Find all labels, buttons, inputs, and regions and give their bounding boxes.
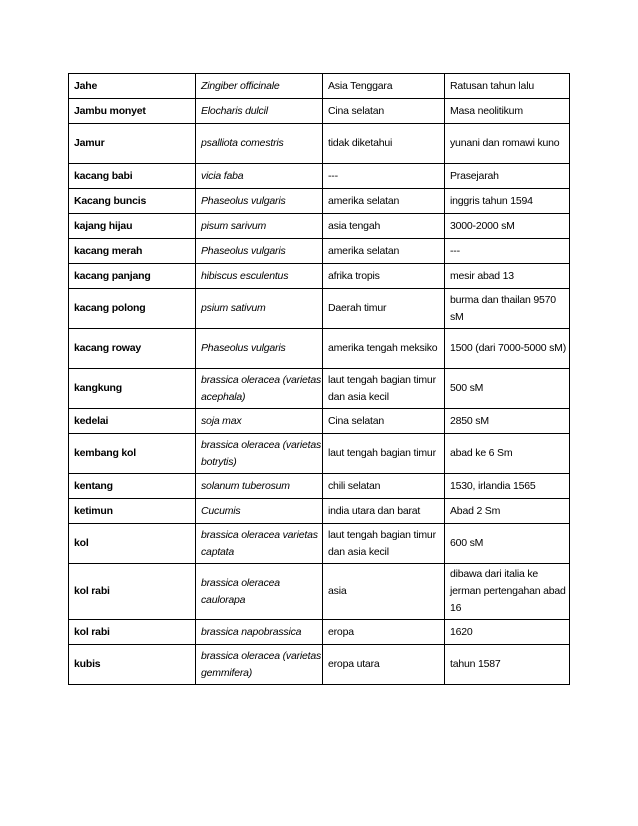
table-row — [69, 645, 570, 685]
vegetable-name-cell: kol rabi — [69, 564, 196, 620]
latin-name-cell: hibiscus esculentus — [196, 264, 323, 289]
table-row — [69, 434, 570, 474]
origin-era-cell: 1620 — [445, 620, 570, 645]
latin-name-cell: Elocharis dulcil — [196, 99, 323, 124]
origin-region-cell: Daerah timur — [323, 289, 445, 329]
table-row — [69, 369, 570, 409]
latin-name-cell: pisum sarivum — [196, 214, 323, 239]
origin-region-cell: laut tengah bagian timur — [323, 434, 445, 474]
origin-region-cell: tidak diketahui — [323, 124, 445, 164]
origin-region-cell: amerika selatan — [323, 189, 445, 214]
latin-name-cell: vicia faba — [196, 164, 323, 189]
origin-region-cell: asia — [323, 564, 445, 620]
table-row — [69, 620, 570, 645]
vegetable-name-cell: Jambu monyet — [69, 99, 196, 124]
vegetable-name-cell: kembang kol — [69, 434, 196, 474]
origin-region-cell: asia tengah — [323, 214, 445, 239]
origin-region-cell: --- — [323, 164, 445, 189]
vegetable-name-cell: Jamur — [69, 124, 196, 164]
origin-region-cell: chili selatan — [323, 474, 445, 499]
table-row — [69, 99, 570, 124]
origin-region-cell: amerika tengah meksiko — [323, 329, 445, 369]
origin-era-cell: inggris tahun 1594 — [445, 189, 570, 214]
origin-era-cell: 600 sM — [445, 524, 570, 564]
vegetable-name-cell: kacang roway — [69, 329, 196, 369]
origin-era-cell: 1500 (dari 7000-5000 sM) — [445, 329, 570, 369]
table-row — [69, 74, 570, 99]
vegetable-name-cell: Jahe — [69, 74, 196, 99]
table-row — [69, 289, 570, 329]
origin-era-cell: Abad 2 Sm — [445, 499, 570, 524]
latin-name-cell: brassica oleracea caulorapa — [196, 564, 323, 620]
table-row — [69, 524, 570, 564]
origin-region-cell: afrika tropis — [323, 264, 445, 289]
origin-era-cell: Ratusan tahun lalu — [445, 74, 570, 99]
vegetable-name-cell: kubis — [69, 645, 196, 685]
origin-era-cell: yunani dan romawi kuno — [445, 124, 570, 164]
origin-era-cell: Masa neolitikum — [445, 99, 570, 124]
latin-name-cell: brassica napobrassica — [196, 620, 323, 645]
latin-name-cell: Zingiber officinale — [196, 74, 323, 99]
origin-region-cell: eropa — [323, 620, 445, 645]
origin-region-cell: Cina selatan — [323, 409, 445, 434]
origin-era-cell: 3000-2000 sM — [445, 214, 570, 239]
table-row — [69, 189, 570, 214]
table-body — [69, 74, 570, 685]
origin-era-cell: 1530, irlandia 1565 — [445, 474, 570, 499]
origin-era-cell: --- — [445, 239, 570, 264]
latin-name-cell: solanum tuberosum — [196, 474, 323, 499]
table-row — [69, 329, 570, 369]
vegetable-name-cell: kol — [69, 524, 196, 564]
latin-name-cell: brassica oleracea (varietas acephala) — [196, 369, 323, 409]
vegetable-name-cell: kangkung — [69, 369, 196, 409]
vegetable-name-cell: kacang merah — [69, 239, 196, 264]
origin-era-cell: dibawa dari italia ke jerman pertengahan abad 16 — [445, 564, 570, 620]
table-row — [69, 124, 570, 164]
latin-name-cell: brassica oleracea varietas captata — [196, 524, 323, 564]
latin-name-cell: Phaseolus vulgaris — [196, 329, 323, 369]
table-row — [69, 264, 570, 289]
latin-name-cell: soja max — [196, 409, 323, 434]
table-row — [69, 564, 570, 620]
latin-name-cell: psalliota comestris — [196, 124, 323, 164]
latin-name-cell: Cucumis — [196, 499, 323, 524]
latin-name-cell: Phaseolus vulgaris — [196, 239, 323, 264]
origin-era-cell: Prasejarah — [445, 164, 570, 189]
latin-name-cell: Phaseolus vulgaris — [196, 189, 323, 214]
latin-name-cell: psium sativum — [196, 289, 323, 329]
origin-region-cell: india utara dan barat — [323, 499, 445, 524]
vegetable-name-cell: kajang hijau — [69, 214, 196, 239]
table-row — [69, 409, 570, 434]
table-row — [69, 214, 570, 239]
origin-region-cell: Asia Tenggara — [323, 74, 445, 99]
origin-region-cell: laut tengah bagian timur dan asia kecil — [323, 369, 445, 409]
origin-region-cell: eropa utara — [323, 645, 445, 685]
origin-region-cell: Cina selatan — [323, 99, 445, 124]
origin-era-cell: 500 sM — [445, 369, 570, 409]
table-row — [69, 499, 570, 524]
vegetable-name-cell: Kacang buncis — [69, 189, 196, 214]
origin-region-cell: laut tengah bagian timur dan asia kecil — [323, 524, 445, 564]
origin-era-cell: abad ke 6 Sm — [445, 434, 570, 474]
vegetable-name-cell: kacang babi — [69, 164, 196, 189]
vegetable-name-cell: ketimun — [69, 499, 196, 524]
document-page — [68, 73, 569, 685]
table-row — [69, 239, 570, 264]
table-row — [69, 474, 570, 499]
table-row — [69, 164, 570, 189]
origin-era-cell: 2850 sM — [445, 409, 570, 434]
origin-era-cell: mesir abad 13 — [445, 264, 570, 289]
latin-name-cell: brassica oleracea (varietas botrytis) — [196, 434, 323, 474]
origin-region-cell: amerika selatan — [323, 239, 445, 264]
vegetable-name-cell: kentang — [69, 474, 196, 499]
latin-name-cell: brassica oleracea (varietas gemmifera) — [196, 645, 323, 685]
vegetable-name-cell: kacang panjang — [69, 264, 196, 289]
vegetable-name-cell: kedelai — [69, 409, 196, 434]
origin-era-cell: tahun 1587 — [445, 645, 570, 685]
origin-era-cell: burma dan thailan 9570 sM — [445, 289, 570, 329]
vegetable-name-cell: kol rabi — [69, 620, 196, 645]
vegetable-name-cell: kacang polong — [69, 289, 196, 329]
vegetable-origin-table — [68, 73, 570, 685]
